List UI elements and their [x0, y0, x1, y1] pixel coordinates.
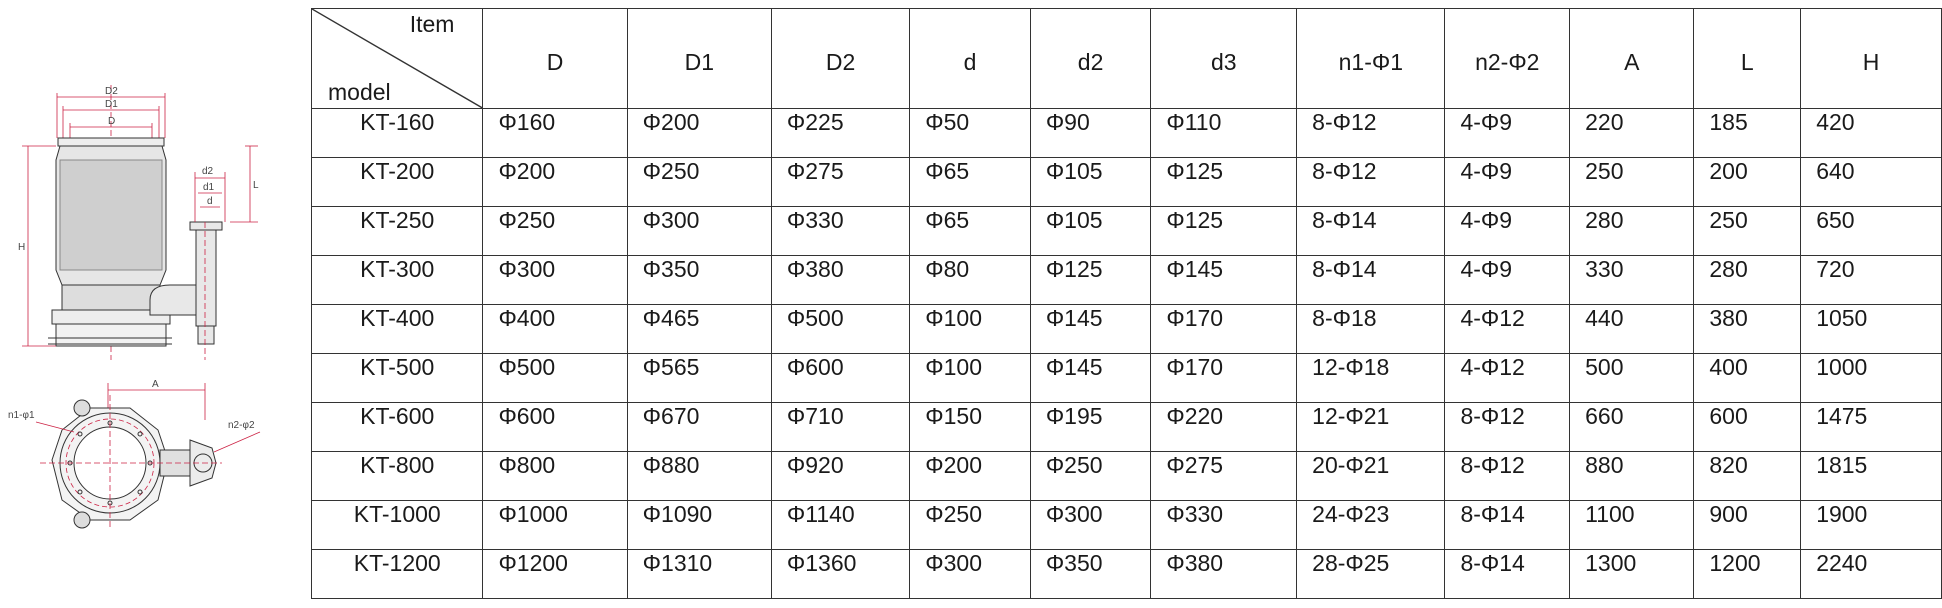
- cell-h: 640: [1801, 158, 1942, 207]
- dim-label-d-side: d: [207, 196, 213, 207]
- spec-table-body: [312, 109, 1942, 599]
- cell-l: 900: [1694, 501, 1801, 550]
- header-d2: D2: [771, 9, 909, 109]
- cell-n1-phi1: 20-Φ21: [1297, 452, 1445, 501]
- cell-model: KT-800: [312, 452, 483, 501]
- cell-d2: Φ500: [771, 305, 909, 354]
- cell-n2-phi2: 8-Φ12: [1445, 403, 1570, 452]
- cell-h: 1050: [1801, 305, 1942, 354]
- dim-label-d1-top: D1: [105, 99, 118, 110]
- header-small-d: d: [910, 9, 1031, 109]
- cell-l: 200: [1694, 158, 1801, 207]
- cell-h: 1000: [1801, 354, 1942, 403]
- header-h: H: [1801, 9, 1942, 109]
- cell-d: Φ300: [483, 256, 627, 305]
- cell-small-d3: Φ170: [1151, 354, 1297, 403]
- cell-d: Φ1000: [483, 501, 627, 550]
- header-l: L: [1694, 9, 1801, 109]
- cell-d2: Φ275: [771, 158, 909, 207]
- table-row: [312, 109, 1942, 158]
- cell-model: KT-300: [312, 256, 483, 305]
- dim-label-d-top: D: [108, 116, 116, 127]
- cell-l: 250: [1694, 207, 1801, 256]
- cell-small-d2: Φ250: [1030, 452, 1151, 501]
- cell-small-d3: Φ170: [1151, 305, 1297, 354]
- table-row: [312, 354, 1942, 403]
- cell-small-d3: Φ380: [1151, 550, 1297, 599]
- cell-d2: Φ920: [771, 452, 909, 501]
- cell-d2: Φ1140: [771, 501, 909, 550]
- table-row: [312, 158, 1942, 207]
- cell-model: KT-1000: [312, 501, 483, 550]
- header-n1-phi1: n1-Φ1: [1297, 9, 1445, 109]
- cell-n1-phi1: 8-Φ12: [1297, 109, 1445, 158]
- table-row: [312, 550, 1942, 599]
- cell-n2-phi2: 8-Φ12: [1445, 452, 1570, 501]
- table-row: [312, 501, 1942, 550]
- cell-n2-phi2: 4-Φ9: [1445, 256, 1570, 305]
- plan-view: [36, 383, 260, 530]
- cell-h: 650: [1801, 207, 1942, 256]
- dim-label-d1-side: d1: [203, 182, 215, 193]
- cell-small-d: Φ65: [910, 158, 1031, 207]
- corner-model-label: model: [328, 79, 391, 105]
- cell-l: 185: [1694, 109, 1801, 158]
- cell-l: 1200: [1694, 550, 1801, 599]
- dim-label-l: L: [253, 180, 259, 191]
- cell-small-d3: Φ110: [1151, 109, 1297, 158]
- cell-small-d2: Φ350: [1030, 550, 1151, 599]
- cell-n1-phi1: 12-Φ21: [1297, 403, 1445, 452]
- header-d1: D1: [627, 9, 771, 109]
- cell-small-d2: Φ125: [1030, 256, 1151, 305]
- cell-d2: Φ710: [771, 403, 909, 452]
- cell-small-d2: Φ105: [1030, 158, 1151, 207]
- cell-n2-phi2: 4-Φ12: [1445, 354, 1570, 403]
- cell-h: 2240: [1801, 550, 1942, 599]
- cell-a: 880: [1570, 452, 1694, 501]
- corner-header-cell: [312, 9, 483, 109]
- cell-h: 1475: [1801, 403, 1942, 452]
- cell-n1-phi1: 8-Φ12: [1297, 158, 1445, 207]
- cell-d1: Φ880: [627, 452, 771, 501]
- cell-model: KT-600: [312, 403, 483, 452]
- cell-small-d3: Φ220: [1151, 403, 1297, 452]
- spec-table: [311, 8, 1942, 599]
- cell-d1: Φ200: [627, 109, 771, 158]
- cell-d2: Φ225: [771, 109, 909, 158]
- header-a: A: [1570, 9, 1694, 109]
- cell-small-d: Φ65: [910, 207, 1031, 256]
- cell-l: 600: [1694, 403, 1801, 452]
- cell-n2-phi2: 4-Φ12: [1445, 305, 1570, 354]
- cell-n2-phi2: 4-Φ9: [1445, 158, 1570, 207]
- cell-model: KT-200: [312, 158, 483, 207]
- cell-small-d: Φ50: [910, 109, 1031, 158]
- cell-a: 250: [1570, 158, 1694, 207]
- cell-n1-phi1: 8-Φ14: [1297, 256, 1445, 305]
- cell-l: 400: [1694, 354, 1801, 403]
- label-n2-phi2: n2-φ2: [228, 420, 255, 431]
- cell-d: Φ500: [483, 354, 627, 403]
- cell-small-d3: Φ125: [1151, 158, 1297, 207]
- cell-small-d: Φ100: [910, 354, 1031, 403]
- cell-a: 220: [1570, 109, 1694, 158]
- header-small-d3: d3: [1151, 9, 1297, 109]
- table-row: [312, 403, 1942, 452]
- cell-d2: Φ1360: [771, 550, 909, 599]
- cell-small-d: Φ300: [910, 550, 1031, 599]
- cell-n2-phi2: 4-Φ9: [1445, 109, 1570, 158]
- cell-d: Φ250: [483, 207, 627, 256]
- cell-small-d: Φ80: [910, 256, 1031, 305]
- cell-a: 1300: [1570, 550, 1694, 599]
- cell-small-d: Φ250: [910, 501, 1031, 550]
- header-n2-phi2: n2-Φ2: [1445, 9, 1570, 109]
- table-row: [312, 207, 1942, 256]
- cell-n2-phi2: 8-Φ14: [1445, 501, 1570, 550]
- cell-l: 380: [1694, 305, 1801, 354]
- cell-small-d3: Φ145: [1151, 256, 1297, 305]
- cell-a: 280: [1570, 207, 1694, 256]
- cell-l: 820: [1694, 452, 1801, 501]
- label-n1-phi1: n1-φ1: [8, 410, 35, 421]
- cell-d: Φ200: [483, 158, 627, 207]
- cell-model: KT-500: [312, 354, 483, 403]
- table-row: [312, 305, 1942, 354]
- cell-model: KT-1200: [312, 550, 483, 599]
- cell-small-d2: Φ195: [1030, 403, 1151, 452]
- cell-n1-phi1: 8-Φ18: [1297, 305, 1445, 354]
- dim-label-a: A: [152, 379, 159, 390]
- pump-drawing: [0, 0, 300, 608]
- cell-a: 660: [1570, 403, 1694, 452]
- cell-d1: Φ250: [627, 158, 771, 207]
- cell-d2: Φ600: [771, 354, 909, 403]
- cell-h: 420: [1801, 109, 1942, 158]
- cell-a: 330: [1570, 256, 1694, 305]
- cell-a: 500: [1570, 354, 1694, 403]
- cell-d1: Φ350: [627, 256, 771, 305]
- cell-d1: Φ1310: [627, 550, 771, 599]
- cell-small-d3: Φ275: [1151, 452, 1297, 501]
- header-small-d2: d2: [1030, 9, 1151, 109]
- table-row: [312, 452, 1942, 501]
- cell-small-d: Φ150: [910, 403, 1031, 452]
- cell-d: Φ160: [483, 109, 627, 158]
- dim-label-d2-side: d2: [202, 166, 214, 177]
- cell-d1: Φ1090: [627, 501, 771, 550]
- cell-small-d2: Φ145: [1030, 305, 1151, 354]
- cell-model: KT-160: [312, 109, 483, 158]
- cell-d: Φ400: [483, 305, 627, 354]
- cell-n1-phi1: 24-Φ23: [1297, 501, 1445, 550]
- cell-d: Φ1200: [483, 550, 627, 599]
- cell-h: 1815: [1801, 452, 1942, 501]
- cell-n2-phi2: 4-Φ9: [1445, 207, 1570, 256]
- corner-item-label: Item: [409, 11, 455, 37]
- header-d: D: [483, 9, 627, 109]
- cell-d: Φ600: [483, 403, 627, 452]
- cell-small-d3: Φ125: [1151, 207, 1297, 256]
- cell-small-d3: Φ330: [1151, 501, 1297, 550]
- cell-d1: Φ670: [627, 403, 771, 452]
- cell-d2: Φ380: [771, 256, 909, 305]
- cell-d1: Φ565: [627, 354, 771, 403]
- cell-d1: Φ465: [627, 305, 771, 354]
- dim-label-h: H: [18, 242, 26, 253]
- cell-d2: Φ330: [771, 207, 909, 256]
- cell-model: KT-400: [312, 305, 483, 354]
- cell-a: 440: [1570, 305, 1694, 354]
- cell-small-d2: Φ300: [1030, 501, 1151, 550]
- cell-d1: Φ300: [627, 207, 771, 256]
- cell-model: KT-250: [312, 207, 483, 256]
- cell-n1-phi1: 28-Φ25: [1297, 550, 1445, 599]
- cell-small-d2: Φ105: [1030, 207, 1151, 256]
- cell-n1-phi1: 8-Φ14: [1297, 207, 1445, 256]
- cell-a: 1100: [1570, 501, 1694, 550]
- cell-n2-phi2: 8-Φ14: [1445, 550, 1570, 599]
- cell-n1-phi1: 12-Φ18: [1297, 354, 1445, 403]
- cell-small-d: Φ100: [910, 305, 1031, 354]
- cell-h: 720: [1801, 256, 1942, 305]
- cell-small-d2: Φ145: [1030, 354, 1151, 403]
- cell-l: 280: [1694, 256, 1801, 305]
- header-row: [312, 9, 1942, 109]
- cell-small-d: Φ200: [910, 452, 1031, 501]
- cell-small-d2: Φ90: [1030, 109, 1151, 158]
- dim-label-d2-top: D2: [105, 86, 118, 97]
- cell-d: Φ800: [483, 452, 627, 501]
- table-row: [312, 256, 1942, 305]
- cell-h: 1900: [1801, 501, 1942, 550]
